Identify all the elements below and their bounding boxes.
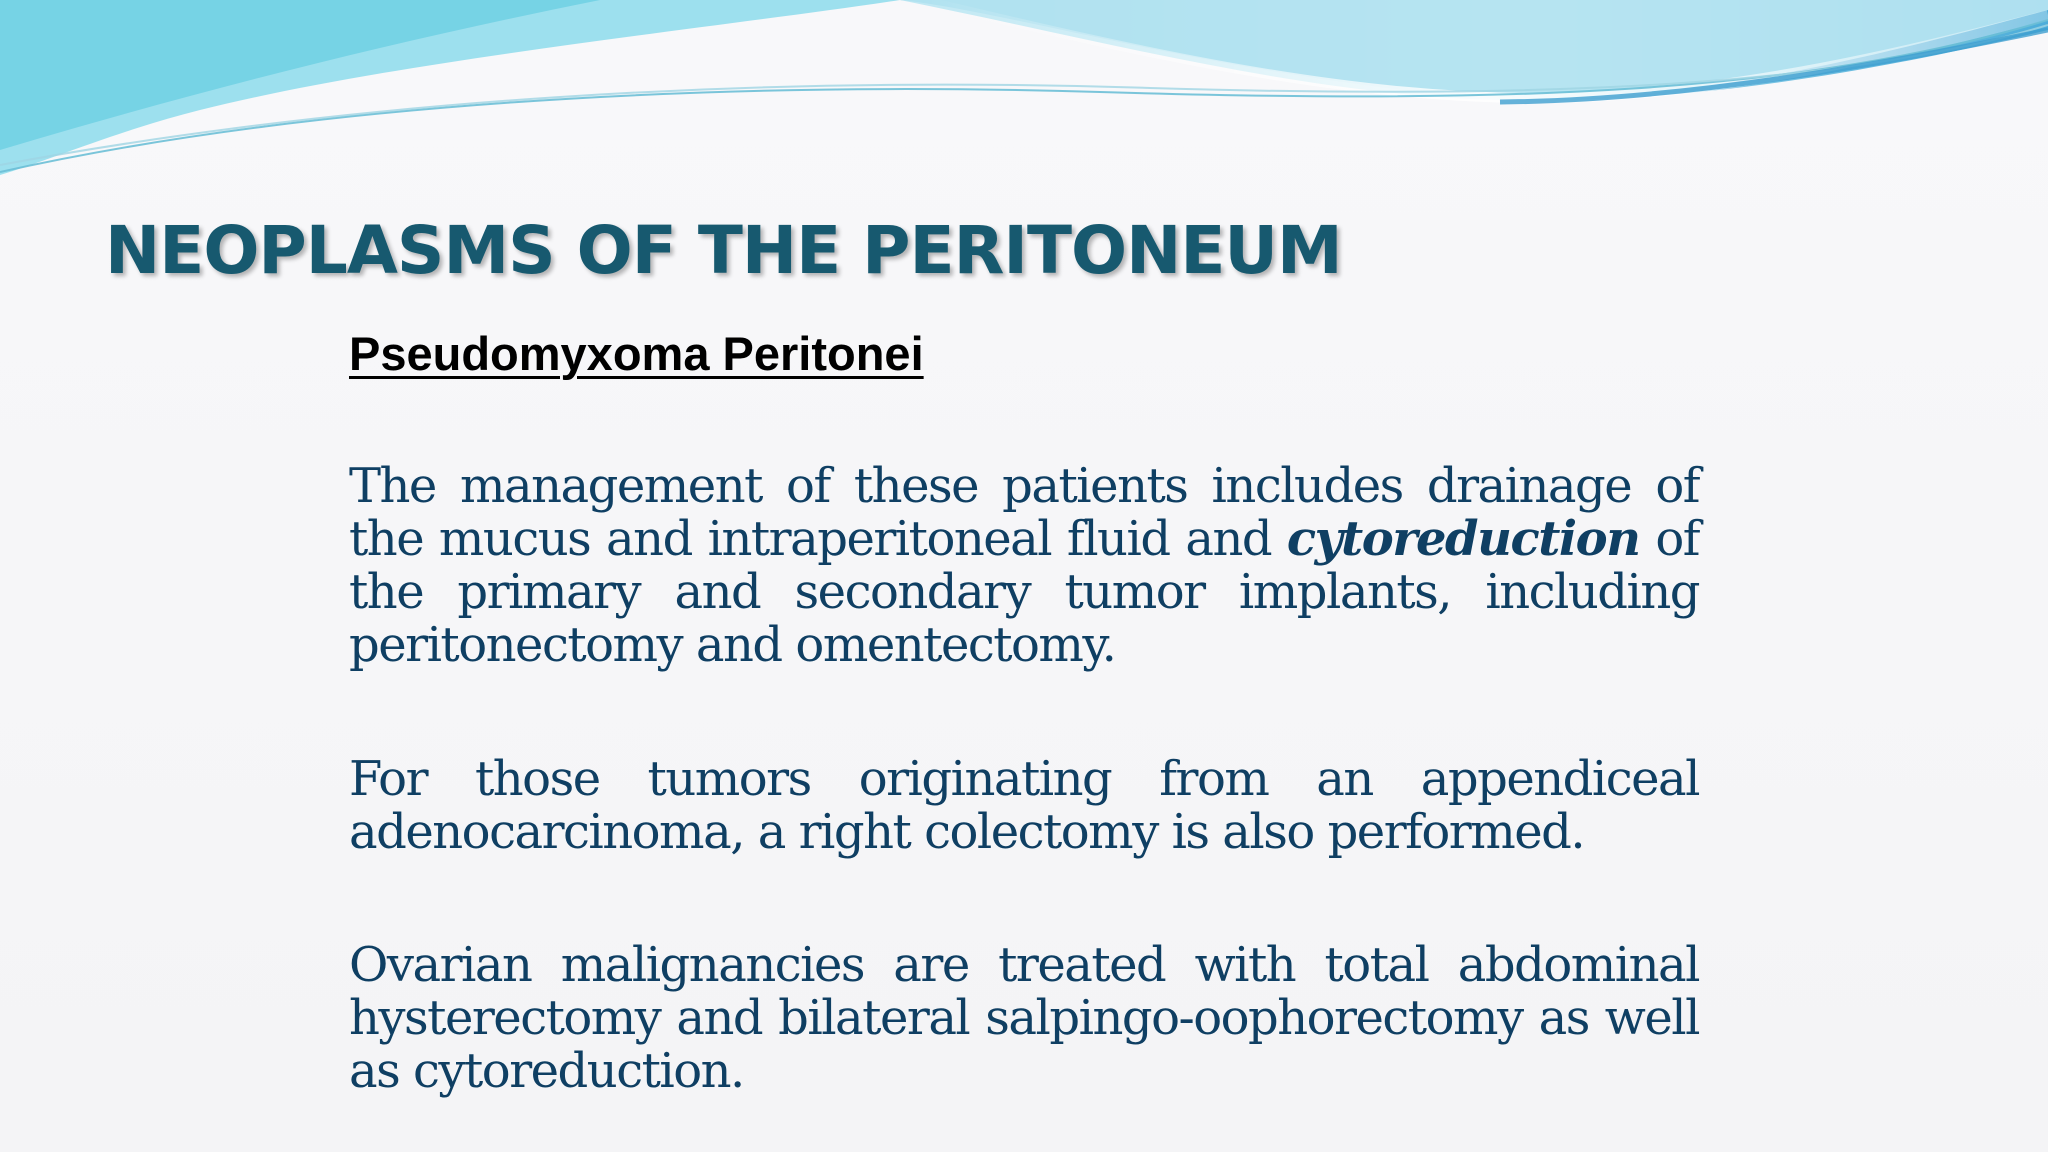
emphasis-cytoreduction: cytoreduction [1286, 511, 1640, 567]
paragraph-appendiceal: For those tumors originating from an appendiceal adenocarcinoma, a right colectomy is also performed. [349, 751, 1699, 860]
decorative-wave-header [0, 0, 2048, 200]
slide-title: NEOPLASMS OF THE PERITONEUM [105, 212, 1342, 289]
paragraph-ovarian: Ovarian malignancies are treated with total abdominal hysterectomy and bilateral salpingo-oophorectomy as well as cytoreduction. [349, 937, 1699, 1099]
slide-subtitle: Pseudomyxoma Peritonei [349, 327, 924, 380]
paragraph-management [349, 460, 1699, 672]
paragraph-management-text-start: The management of these patients includes drainage of the mucus and intraperitoneal fluid and [349, 458, 1699, 567]
paragraph-management-text-end: of the primary and secondary tumor implants, including peritonectomy and omentectomy. [349, 511, 1700, 673]
